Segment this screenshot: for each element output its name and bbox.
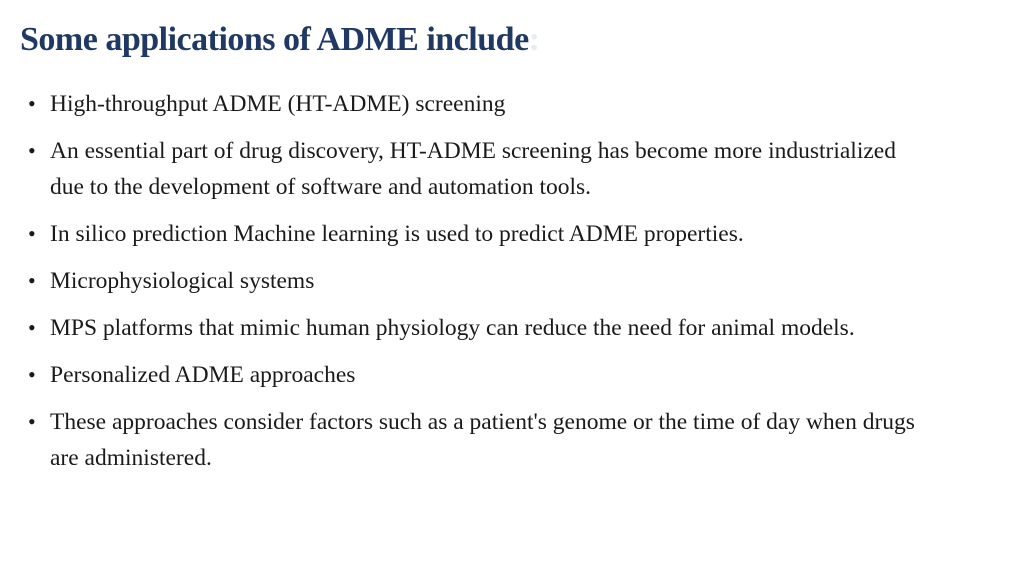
bullet-item [20, 133, 920, 205]
bullet-dot-icon: • [28, 362, 36, 387]
bullet-text: An essential part of drug discovery, HT-ADME screening has become more industrialized due to the development of software and automation tools. [50, 138, 896, 200]
bullet-item [20, 216, 920, 252]
bullet-item [20, 86, 920, 122]
bullet-text: Microphysiological systems [50, 268, 315, 294]
bullet-item [20, 357, 920, 393]
bullet-list [20, 86, 920, 476]
bullet-text: These approaches consider factors such as a patient's genome or the time of day when drugs are administered. [50, 409, 915, 471]
slide-title-colon: : [528, 21, 540, 58]
slide-title-text: Some applications of ADME include [20, 21, 529, 58]
bullet-dot-icon: • [28, 315, 36, 340]
bullet-text: MPS platforms that mimic human physiology can reduce the need for animal models. [50, 315, 855, 341]
bullet-text: Personalized ADME approaches [50, 362, 356, 388]
bullet-text: High-throughput ADME (HT-ADME) screening [50, 91, 506, 117]
bullet-text: In silico prediction Machine learning is used to predict ADME properties. [50, 221, 744, 247]
bullet-dot-icon: • [28, 91, 36, 116]
bullet-dot-icon: • [28, 138, 36, 163]
bullet-item [20, 310, 920, 346]
bullet-item [20, 404, 920, 476]
bullet-dot-icon: • [28, 268, 36, 293]
bullet-item [20, 263, 920, 299]
slide-title [20, 18, 1004, 62]
bullet-dot-icon: • [28, 409, 36, 434]
bullet-dot-icon: • [28, 221, 36, 246]
